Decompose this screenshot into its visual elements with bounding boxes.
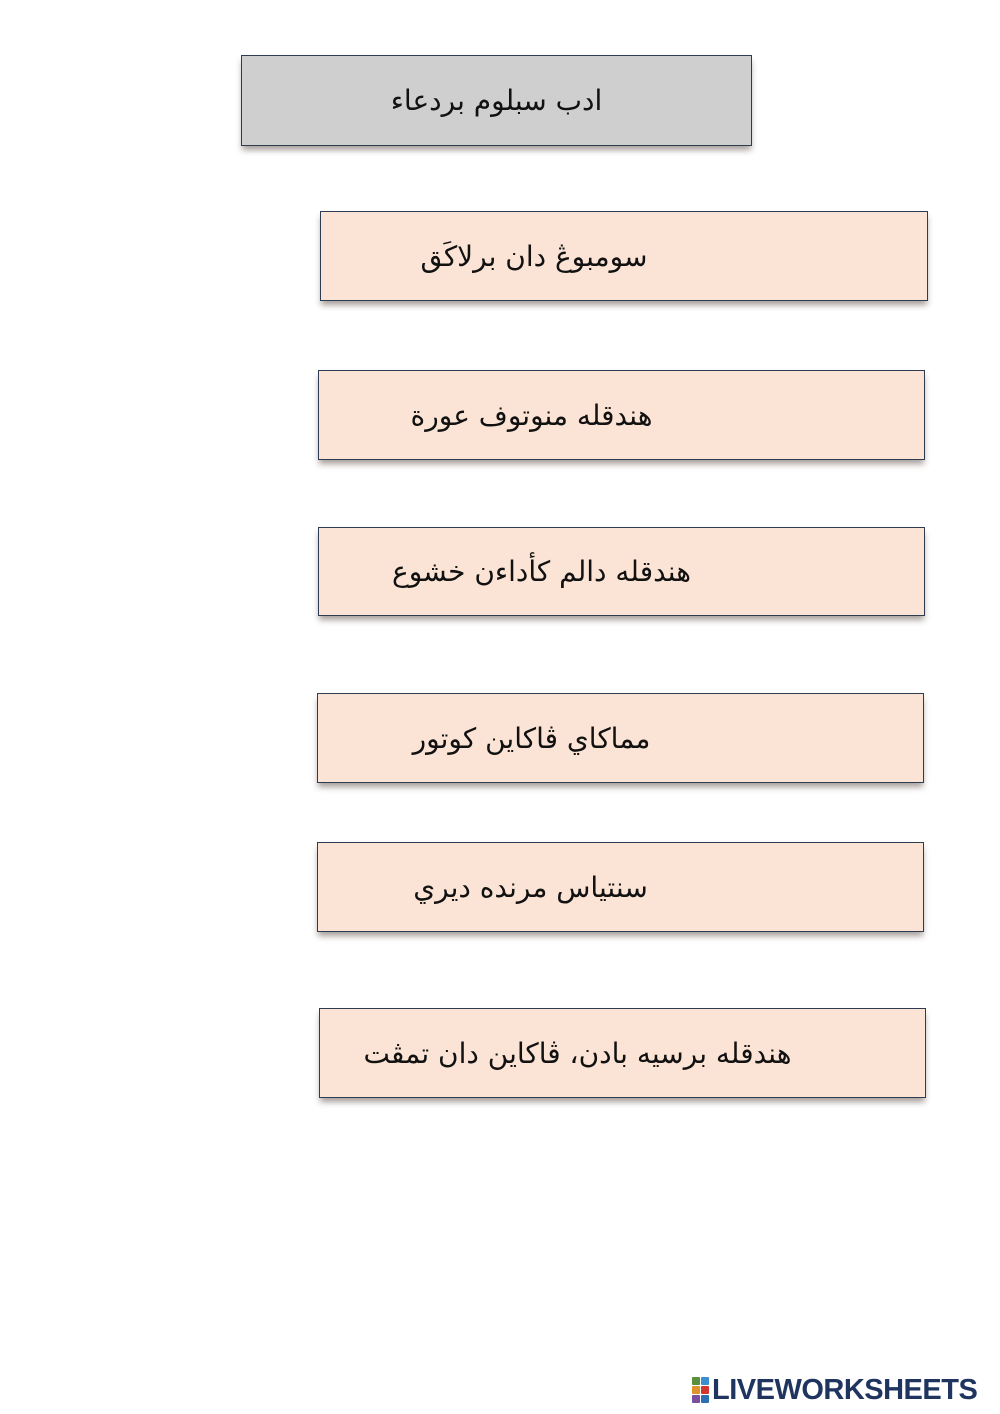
logo-square <box>692 1386 700 1394</box>
answer-card-label: هندقله برسيه بادن، ڤاكاين دان تمڤت <box>363 1036 792 1070</box>
answer-card-label: سومبوڠ دان برلاكَق <box>420 239 648 273</box>
logo-square <box>701 1377 709 1385</box>
logo-square <box>692 1395 700 1403</box>
liveworksheets-mark-icon <box>692 1377 709 1403</box>
answer-card-6[interactable] <box>319 1008 926 1098</box>
answer-card-1[interactable] <box>320 211 928 301</box>
liveworksheets-logo <box>692 1374 977 1406</box>
answer-card-label: هندقله منوتوف عورة <box>410 398 653 432</box>
answer-card-label: هندقله دالم كأداءن خشوع <box>392 555 691 588</box>
answer-card-3[interactable] <box>318 527 925 616</box>
answer-card-label: مماكاي ڤاكاين كوتور <box>412 721 651 755</box>
logo-square <box>701 1386 709 1394</box>
worksheet-title: ادب سبلوم بردعاء <box>390 84 603 117</box>
answer-card-5[interactable] <box>317 842 924 932</box>
worksheet-title-box <box>241 55 752 146</box>
logo-square <box>701 1395 709 1403</box>
logo-square <box>692 1377 700 1385</box>
answer-card-label: سنتياس مرنده ديري <box>413 870 648 904</box>
liveworksheets-brand-text: LIVEWORKSHEETS <box>712 1374 978 1406</box>
answer-card-2[interactable] <box>318 370 925 460</box>
answer-card-4[interactable] <box>317 693 924 783</box>
